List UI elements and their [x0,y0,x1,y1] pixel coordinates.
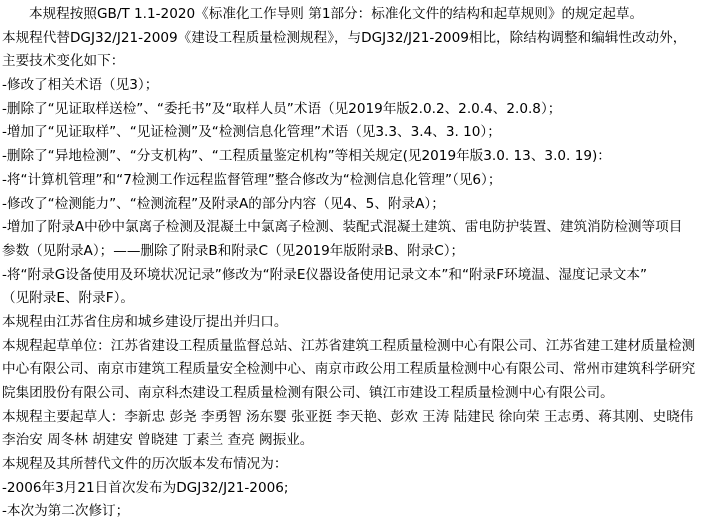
text-line: （见附录E、附录F）。 [2,290,134,307]
text-line: -2006年3月21日首次发布为DGJ32/J21-2006; [2,479,289,496]
text-line: -增加了“见证取样”、“见证检测”及“检测信息化管理”术语（见3.3、3.4、3. 10）； [2,124,501,141]
text-line: -将“计算机管理”和“7检测工作远程监督管理”整合修改为“检测信息化管理”（见6）； [2,171,502,188]
text-line: -删除了“异地检测”、“分支机构”、“工程质量鉴定机构”等相关规定(见2019年版3.0. 13、3.0. 19)： [2,148,611,165]
text-line: -修改了相关术语（见3）； [2,77,159,94]
text-line: -本次为第二次修订； [2,503,130,520]
text-line: -删除了“见证取样送检”、“委托书”及“取样人员”术语（见2019年版2.0.2、2.0.4、2.0.8）； [2,100,562,117]
text-line: 本规程及其所替代文件的历次版本发布情况为： [2,456,288,473]
text-line: 院集团股份有限公司、南京科杰建设工程质量检测有限公司、镇江市建设工程质量检测中心有限公司。 [2,385,614,401]
text-line: -修改了“检测能力”、“检测流程”及附录A的部分内容（见4、5、附录A）； [2,195,445,212]
text-line: 本规程由江苏省住房和城乡建设厅提出并归口。 [2,313,288,330]
text-line: 本规程主要起草人：李新忠 彭尧 李勇智 汤东婴 张亚挺 李天艳、彭欢 王涛 陆建民 徐向荣 王志勇、蒋其刚、史晓伟 [2,408,694,425]
text-line: 李治安 周冬林 胡建安 曾晓建 丁素兰 查亮 阙振业。 [2,432,314,449]
text-line: 参数（见附录A）；——删除了附录B和附录C（见2019年版附录B、附录C）； [2,242,465,259]
text-line: 本规程起草单位：江苏省建设工程质量监督总站、江苏省建筑工程质量检测中心有限公司、江苏省建工建材质量检测 [2,337,696,354]
text-line: 中心有限公司、南京市建筑工程质量安全检测中心、南京市政公用工程质量检测中心有限公司、常州市建筑科学研究 [2,361,696,378]
text-line: -将“附录G设备使用及环境状况记录”修改为“附录E仪器设备使用记录文本”和“附录F环境温、湿度记录文本” [2,266,648,283]
text-line: 本规程代替DGJ32/J21-2009《建设工程质量检测规程》，与DGJ32/J21-2009相比，除结构调整和编辑性改动外， [2,29,687,46]
text-line: 本规程按照GB/T 1.1-2020《标准化工作导则 第1部分：标准化文件的结构和起草规则》的规定起草。 [29,6,644,22]
text-line: 主要技术变化如下： [2,53,125,70]
text-line: -增加了附录A中砂中氯离子检测及混凝土中氯离子检测、装配式混凝土建筑、雷电防护装置、建筑消防检测等项目 [2,219,683,236]
